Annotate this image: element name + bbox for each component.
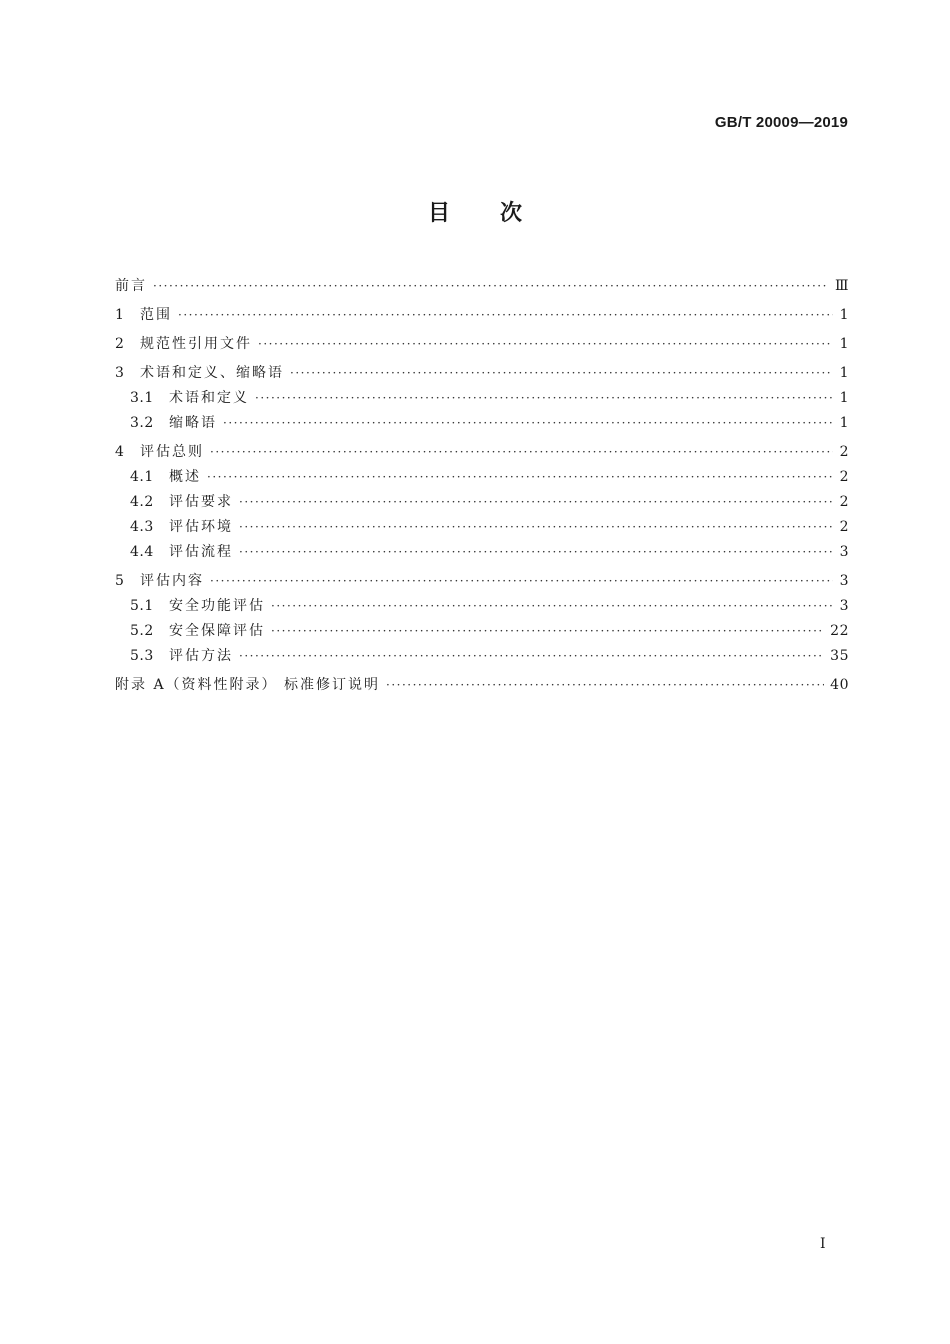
toc-entry-2[interactable] bbox=[115, 332, 849, 357]
toc-leader-dots bbox=[271, 619, 824, 644]
toc-leader-dots bbox=[290, 361, 833, 386]
toc-leader-dots bbox=[210, 569, 833, 594]
toc-entry-number: 2 bbox=[115, 336, 125, 352]
toc-entry-number: 5 bbox=[115, 573, 125, 589]
toc-entry-number: 5.2 bbox=[130, 623, 154, 639]
toc-entry-label: 术语和定义 bbox=[169, 390, 249, 406]
toc-entry-5-1[interactable] bbox=[115, 594, 849, 619]
toc-entry-page: 22 bbox=[830, 623, 849, 639]
toc-entry-label: 术语和定义、缩略语 bbox=[140, 365, 284, 381]
toc-leader-dots bbox=[386, 673, 824, 698]
toc-entry-page: 1 bbox=[839, 415, 849, 431]
toc-entry-page: 1 bbox=[839, 307, 849, 323]
toc-entry-number: 5.1 bbox=[130, 598, 154, 614]
toc-entry-3[interactable] bbox=[115, 361, 849, 386]
toc-leader-dots bbox=[239, 540, 833, 565]
toc-entry-page: 1 bbox=[839, 336, 849, 352]
toc-entry-page: 1 bbox=[839, 390, 849, 406]
toc-entry-page: 1 bbox=[839, 365, 849, 381]
toc-entry-5-3[interactable] bbox=[115, 644, 849, 669]
toc-entry-4-2[interactable] bbox=[115, 490, 849, 515]
toc-entry-label: 安全功能评估 bbox=[169, 598, 265, 614]
toc-entry-number: 4.3 bbox=[130, 519, 154, 535]
toc-entry-number: 4.4 bbox=[130, 544, 154, 560]
toc-entry-4-3[interactable] bbox=[115, 515, 849, 540]
toc-leader-dots bbox=[207, 465, 833, 490]
page-title-char-1: 目 bbox=[427, 201, 450, 226]
toc-entry-label: 安全保障评估 bbox=[169, 623, 265, 639]
toc-entry-4-1[interactable] bbox=[115, 465, 849, 490]
toc-entry-label: 评估方法 bbox=[169, 648, 233, 664]
toc-entry-5[interactable] bbox=[115, 569, 849, 594]
toc-entry-page: 35 bbox=[830, 648, 849, 664]
page-title bbox=[0, 196, 950, 227]
toc-entry-page: 2 bbox=[839, 444, 849, 460]
toc-leader-dots bbox=[239, 490, 833, 515]
toc-entry-page: 2 bbox=[839, 494, 849, 510]
toc-entry-number: 3 bbox=[115, 365, 125, 381]
toc-entry-number: 5.3 bbox=[130, 648, 154, 664]
toc-leader-dots bbox=[258, 332, 833, 357]
toc-entry-label: 评估总则 bbox=[140, 444, 204, 460]
toc-entry-appendix-a[interactable] bbox=[115, 673, 849, 698]
toc-entry-page: 2 bbox=[839, 519, 849, 535]
toc-leader-dots bbox=[223, 411, 833, 436]
toc-entry-label: 评估环境 bbox=[169, 519, 233, 535]
toc-entry-number: 3.1 bbox=[130, 390, 154, 406]
toc-leader-dots bbox=[271, 594, 833, 619]
toc-entry-label: 评估流程 bbox=[169, 544, 233, 560]
toc-entry-foreword[interactable] bbox=[115, 274, 849, 299]
toc-entry-label: 评估内容 bbox=[140, 573, 204, 589]
toc-entry-3-2[interactable] bbox=[115, 411, 849, 436]
toc-leader-dots bbox=[239, 515, 833, 540]
toc-entry-label: 前言 bbox=[115, 278, 147, 294]
toc-leader-dots bbox=[255, 386, 833, 411]
toc-entry-number: 4.2 bbox=[130, 494, 154, 510]
toc-entry-label: 概述 bbox=[169, 469, 201, 485]
toc-entry-number: 4.1 bbox=[130, 469, 154, 485]
toc-entry-5-2[interactable] bbox=[115, 619, 849, 644]
toc-entry-label: 范围 bbox=[140, 307, 172, 323]
toc-entry-page: Ⅲ bbox=[834, 278, 849, 294]
toc-entry-page: 3 bbox=[839, 598, 849, 614]
table-of-contents bbox=[115, 270, 849, 698]
toc-entry-4-4[interactable] bbox=[115, 540, 849, 565]
toc-leader-dots bbox=[210, 440, 833, 465]
toc-leader-dots bbox=[239, 644, 824, 669]
toc-entry-page: 40 bbox=[830, 677, 849, 693]
toc-entry-number: 3.2 bbox=[130, 415, 154, 431]
toc-leader-dots bbox=[153, 274, 829, 299]
toc-entry-label: 缩略语 bbox=[169, 415, 217, 431]
toc-entry-label: 评估要求 bbox=[169, 494, 233, 510]
toc-entry-page: 3 bbox=[839, 544, 849, 560]
toc-entry-number: 1 bbox=[115, 307, 125, 323]
page-title-char-2: 次 bbox=[500, 201, 523, 226]
toc-entry-label: 规范性引用文件 bbox=[140, 336, 252, 352]
toc-entry-3-1[interactable] bbox=[115, 386, 849, 411]
toc-entry-page: 3 bbox=[839, 573, 849, 589]
toc-entry-number: 4 bbox=[115, 444, 125, 460]
toc-entry-1[interactable] bbox=[115, 303, 849, 328]
toc-leader-dots bbox=[178, 303, 833, 328]
standard-code: GB/T 20009—2019 bbox=[714, 114, 848, 131]
toc-entry-label: 附录 A（资料性附录） 标准修订说明 bbox=[115, 677, 381, 693]
toc-entry-4[interactable] bbox=[115, 440, 849, 465]
toc-entry-page: 2 bbox=[839, 469, 849, 485]
page-number: I bbox=[820, 1236, 826, 1252]
